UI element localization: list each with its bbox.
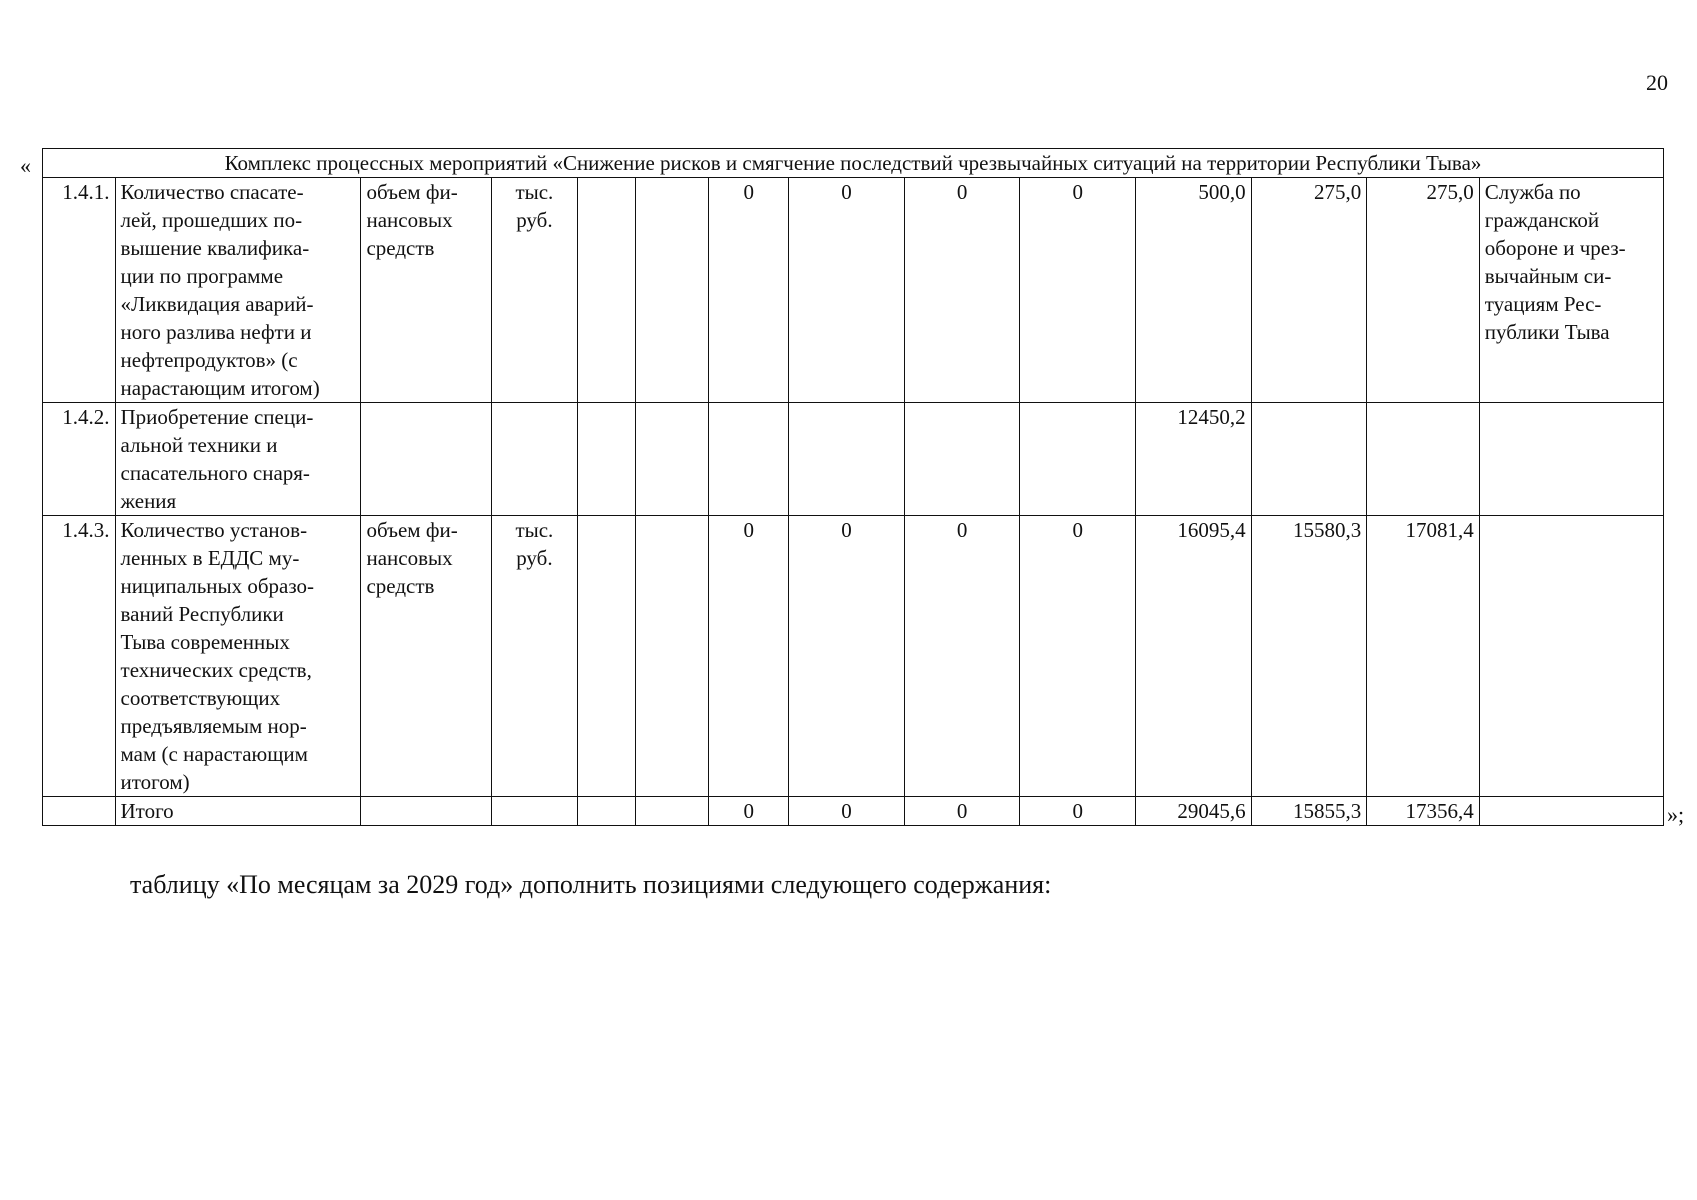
- open-quote: «: [20, 153, 31, 178]
- total-cell: [361, 797, 491, 826]
- table-header-row: [43, 149, 1664, 178]
- row-responsible: Служба по гражданской обороне и чрез- вычайным си- туациям Рес- публики Тыва: [1479, 178, 1663, 403]
- body-paragraph: таблицу «По месяцам за 2029 год» дополнить позициями следующего содержания:: [130, 870, 1052, 899]
- row-unit: [491, 403, 577, 516]
- row-indicator: [361, 403, 491, 516]
- close-quote: »;: [1667, 802, 1685, 827]
- row-cell: [577, 178, 635, 403]
- row-cell: [789, 403, 905, 516]
- total-cell: 15855,3: [1251, 797, 1367, 826]
- row-cell: 275,0: [1251, 178, 1367, 403]
- total-label: Итого: [115, 797, 361, 826]
- row-cell: [635, 516, 709, 797]
- total-cell: 0: [904, 797, 1020, 826]
- table-row: [43, 516, 1664, 797]
- total-cell: 17356,4: [1367, 797, 1479, 826]
- row-cell: 0: [1020, 178, 1136, 403]
- row-cell: [1020, 403, 1136, 516]
- row-cell: 17081,4: [1367, 516, 1479, 797]
- row-cell: [577, 516, 635, 797]
- row-cell: 15580,3: [1251, 516, 1367, 797]
- row-indicator: объем фи- нансовых средств: [361, 516, 491, 797]
- row-responsible: [1479, 516, 1663, 797]
- table-header-title: Комплекс процессных мероприятий «Снижение рисков и смягчение последствий чрезвычайных ситуаций на территории Республики Тыва»: [43, 149, 1664, 178]
- row-unit: тыс. руб.: [491, 516, 577, 797]
- row-cell: 0: [789, 516, 905, 797]
- total-cell: 29045,6: [1136, 797, 1252, 826]
- table-total-row: [43, 797, 1664, 826]
- page-number: 20: [1646, 70, 1668, 95]
- row-cell: [709, 403, 789, 516]
- row-cell: [635, 178, 709, 403]
- row-cell: [904, 403, 1020, 516]
- row-indicator: объем фи- нансовых средств: [361, 178, 491, 403]
- total-responsible: [1479, 797, 1663, 826]
- row-cell: 0: [1020, 516, 1136, 797]
- total-cell: [635, 797, 709, 826]
- row-cell: [577, 403, 635, 516]
- row-cell: 0: [709, 178, 789, 403]
- row-cell: [1367, 403, 1479, 516]
- total-cell: [577, 797, 635, 826]
- row-cell: 0: [709, 516, 789, 797]
- total-cell: 0: [1020, 797, 1136, 826]
- row-cell: 16095,4: [1136, 516, 1252, 797]
- row-name: Количество установ- ленных в ЕДДС му- ниципальных образо- ваний Республики Тыва современных технических средств, соответствующих предъявляемым нор- мам (с нарастающим итогом): [115, 516, 361, 797]
- row-cell: 0: [904, 178, 1020, 403]
- row-cell: 275,0: [1367, 178, 1479, 403]
- row-cell: 0: [904, 516, 1020, 797]
- row-cell: 0: [789, 178, 905, 403]
- row-cell: 12450,2: [1136, 403, 1252, 516]
- table-row: [43, 403, 1664, 516]
- row-cell: 500,0: [1136, 178, 1252, 403]
- row-name: Приобретение специ- альной техники и спасательного снаря- жения: [115, 403, 361, 516]
- total-cell: 0: [709, 797, 789, 826]
- row-number: 1.4.1.: [43, 178, 116, 403]
- row-cell: [635, 403, 709, 516]
- row-number: 1.4.2.: [43, 403, 116, 516]
- data-table: [42, 148, 1664, 826]
- row-unit: тыс. руб.: [491, 178, 577, 403]
- total-number: [43, 797, 116, 826]
- table-row: [43, 178, 1664, 403]
- row-number: 1.4.3.: [43, 516, 116, 797]
- row-responsible: [1479, 403, 1663, 516]
- total-cell: 0: [789, 797, 905, 826]
- row-name: Количество спасате- лей, прошедших по- вышение квалифика- ции по программе «Ликвидация аварий- ного разлива нефти и нефтепродуктов» (с нарастающим итогом): [115, 178, 361, 403]
- row-cell: [1251, 403, 1367, 516]
- total-cell: [491, 797, 577, 826]
